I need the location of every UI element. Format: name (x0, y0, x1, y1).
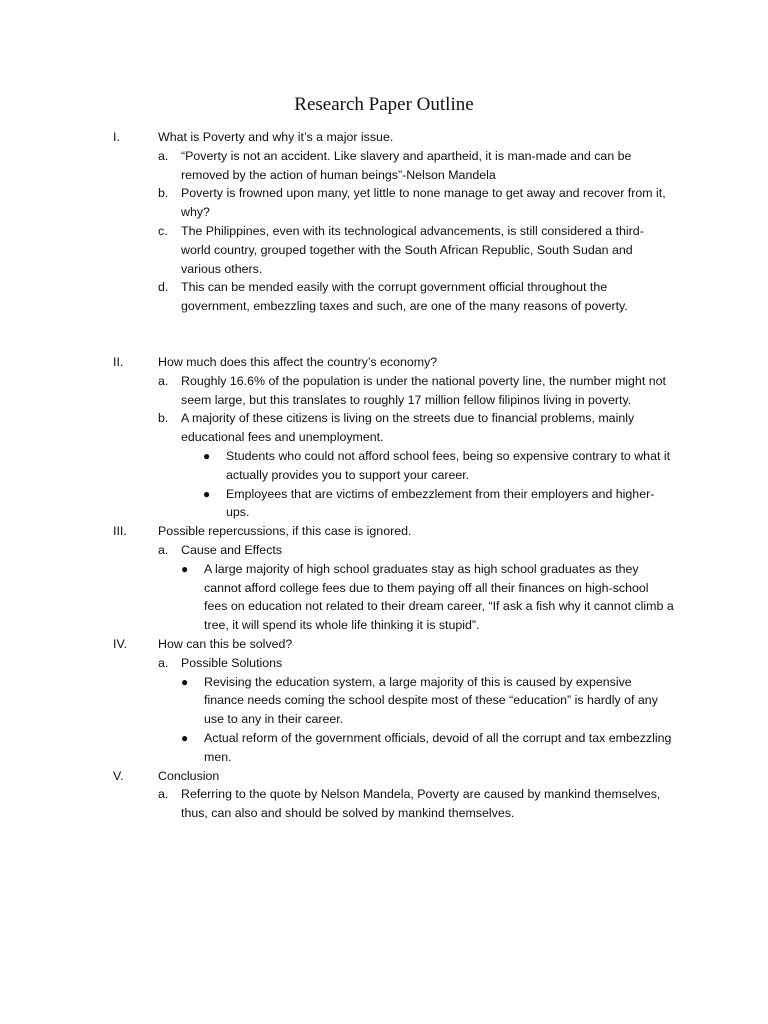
outline-section-5 (0, 767, 768, 823)
section-numeral: I. (113, 130, 120, 144)
item-letter: a. (158, 542, 169, 557)
section-heading: How much does this affect the country’s economy? (158, 354, 438, 369)
section-numeral: IV. (113, 636, 128, 651)
bullet-item (181, 560, 674, 635)
item-letter: b. (158, 186, 169, 201)
item-text: This can be mended easily with the corrupt government official throughout the government, embezzling taxes and such, are one of the many reasons of poverty. (181, 280, 628, 314)
outline-item (158, 409, 673, 447)
outline-item (158, 222, 673, 278)
outline-item (158, 278, 673, 316)
item-text: Cause and Effects (181, 542, 283, 557)
bullet-icon: ● (181, 561, 189, 576)
bullet-text: A large majority of high school graduates stay as high school graduates as they cannot afford college fees due to them paying off all their finances on high-school fees on education not related to their dream career, “If ask a fish why it cannot climb a tree, it will spend its whole life thinking it is stupid”. (204, 561, 674, 633)
section-heading: Possible repercussions, if this case is ignored. (158, 524, 412, 539)
bullet-text: Actual reform of the government officials, devoid of all the corrupt and tax embezzling men. (204, 730, 672, 764)
section-heading: What is Poverty and why it’s a major issue. (158, 130, 394, 144)
bullet-icon: ● (181, 674, 189, 689)
item-letter: b. (158, 411, 169, 426)
outline-item (158, 785, 673, 823)
outline-item (158, 372, 673, 410)
item-letter: a. (158, 373, 169, 388)
section-spacer (0, 316, 768, 353)
item-text: Referring to the quote by Nelson Mandela, Poverty are caused by mankind themselves, thus, can also and should be solved by mankind themselves. (181, 787, 661, 821)
page-title: Research Paper Outline (294, 94, 474, 115)
bullet-item (181, 729, 674, 767)
outline-item (158, 184, 673, 222)
outline-section-4 (0, 635, 768, 767)
section-numeral: V. (113, 768, 124, 783)
item-letter: c. (158, 223, 168, 238)
bullet-icon: ● (203, 486, 211, 501)
outline-item (158, 654, 673, 673)
section-numeral: III. (113, 524, 127, 539)
section-heading: Conclusion (158, 768, 220, 783)
bullet-icon: ● (181, 730, 189, 745)
item-text: A majority of these citizens is living on the streets due to financial problems, mainly educational fees and unemployment. (181, 411, 635, 445)
outline (0, 128, 768, 823)
item-letter: d. (158, 280, 169, 295)
bullet-item (181, 673, 674, 729)
outline-section-1 (0, 128, 768, 316)
outline-section-3 (0, 522, 768, 635)
section-numeral: II. (113, 354, 124, 369)
bullet-text: Revising the education system, a large majority of this is caused by expensive finance needs coming the school despite most of these “education” is hardly of any use to any in their career. (204, 674, 658, 727)
outline-section-2 (0, 353, 768, 522)
item-text: Possible Solutions (181, 655, 283, 670)
section-heading: How can this be solved? (158, 636, 293, 651)
outline-item (158, 541, 673, 560)
item-text: “Poverty is not an accident. Like slavery and apartheid, it is man-made and can be removed by the action of human beings”-Nelson Mandela (181, 148, 632, 182)
item-text: Poverty is frowned upon many, yet little to none manage to get away and recover from it, why? (181, 186, 666, 220)
bullet-text: Employees that are victims of embezzlement from their employers and higher-ups. (226, 486, 655, 520)
item-letter: a. (158, 148, 169, 163)
bullet-item (203, 447, 674, 485)
item-text: Roughly 16.6% of the population is under the national poverty line, the number might not seem large, but this translates to roughly 17 million fellow filipinos living in poverty. (181, 373, 666, 407)
outline-item (158, 147, 673, 185)
item-letter: a. (158, 787, 169, 802)
bullet-text: Students who could not afford school fees, being so expensive contrary to what it actually provides you to support your career. (226, 448, 671, 482)
item-text: The Philippines, even with its technological advancements, is still considered a third-world country, grouped together with the South African Republic, South Sudan and various others. (181, 223, 644, 276)
item-letter: a. (158, 655, 169, 670)
bullet-icon: ● (203, 448, 211, 463)
bullet-item (203, 485, 674, 523)
